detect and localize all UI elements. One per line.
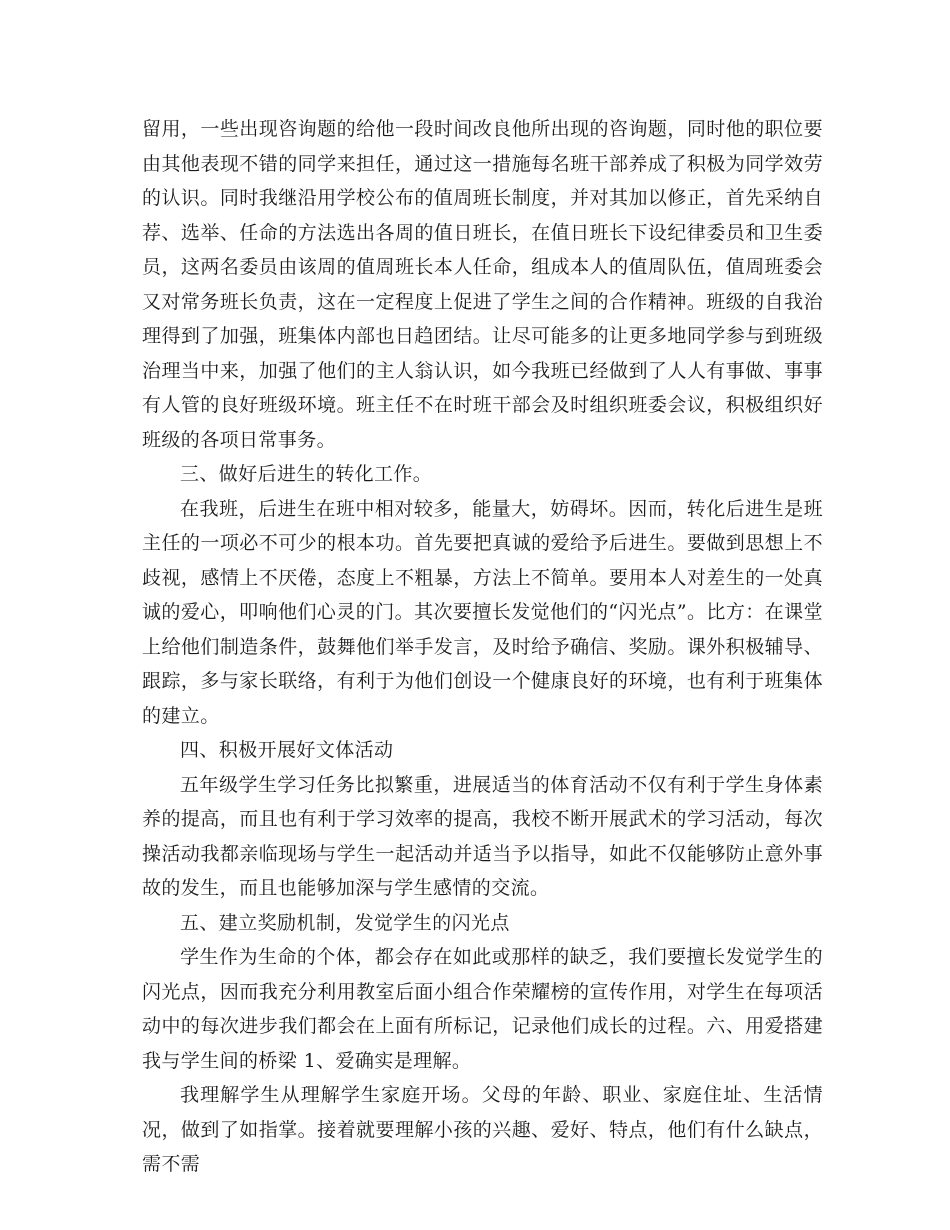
paragraph-3: 五年级学生学习任务比拟繁重，进展适当的体育活动不仅有利于学生身体素养的提高，而且也有利于学习效率的提高，我校不断开展武术的学习活动，每次操活动我都亲临现场与学生一起活动并适当予以指导，如此不仅能够防止意外事故的发生，而且也能够加深与学生感情的交流。 [142,773,823,899]
heading-section-4: 四、积极开展好文体活动 [180,739,394,761]
paragraph-2: 在我班，后进生在班中相对较多，能量大，妨碍坏。因而，转化后进生是班主任的一项必不可少的根本功。首先要把真诚的爱给予后进生。要做到思想上不歧视，感情上不厌倦，态度上不粗暴，方法上不简单。要用本人对差生的一处真诚的爱心，叩响他们心灵的门。其次要擅长发觉他们的“闪光点”。比方：在课堂上给他们制造条件，鼓舞他们举手发言，及时给予确信、奖励。课外积极辅导、跟踪，多与家长联络，有利于为他们创设一个健康良好的环境，也有利于班集体的建立。 [142,497,823,727]
document-body [142,112,823,1182]
heading-section-3: 三、做好后进生的转化工作。 [180,463,433,485]
paragraph-4: 学生作为生命的个体，都会存在如此或那样的缺乏，我们要擅长发觉学生的闪光点，因而我充分利用教室后面小组合作荣耀榜的宣传作用，对学生在每项活动中的每次进步我们都会在上面有所标记，记录他们成长的过程。六、用爱搭建我与学生间的桥梁 1、爱确实是理解。 [142,946,823,1072]
paragraph-1: 留用，一些出现咨询题的给他一段时间改良他所出现的咨询题，同时他的职位要由其他表现不错的同学来担任，通过这一措施每名班干部养成了积极为同学效劳的认识。同时我继沿用学校公布的值周班长制度，并对其加以修正，首先采纳自荐、选举、任命的方法选出各周的值日班长，在值日班长下设纪律委员和卫生委员，这两名委员由该周的值周班长本人任命，组成本人的值周队伍，值周班委会又对常务班长负责，这在一定程度上促进了学生之间的合作精神。班级的自我治理得到了加强，班集体内部也日趋团结。让尽可能多的让更多地同学参与到班级治理当中来，加强了他们的主人翁认识，如今我班已经做到了人人有事做、事事有人管的良好班级环境。班主任不在时班干部会及时组织班委会议，积极组织好班级的各项日常事务。 [142,118,823,451]
paragraph-5: 我理解学生从理解学生家庭开场。父母的年龄、职业、家庭住址、生活情况，做到了如指掌。接着就要理解小孩的兴趣、爱好、特点，他们有什么缺点，需不需 [142,1084,823,1175]
heading-section-5: 五、建立奖励机制，发觉学生的闪光点 [180,911,510,934]
